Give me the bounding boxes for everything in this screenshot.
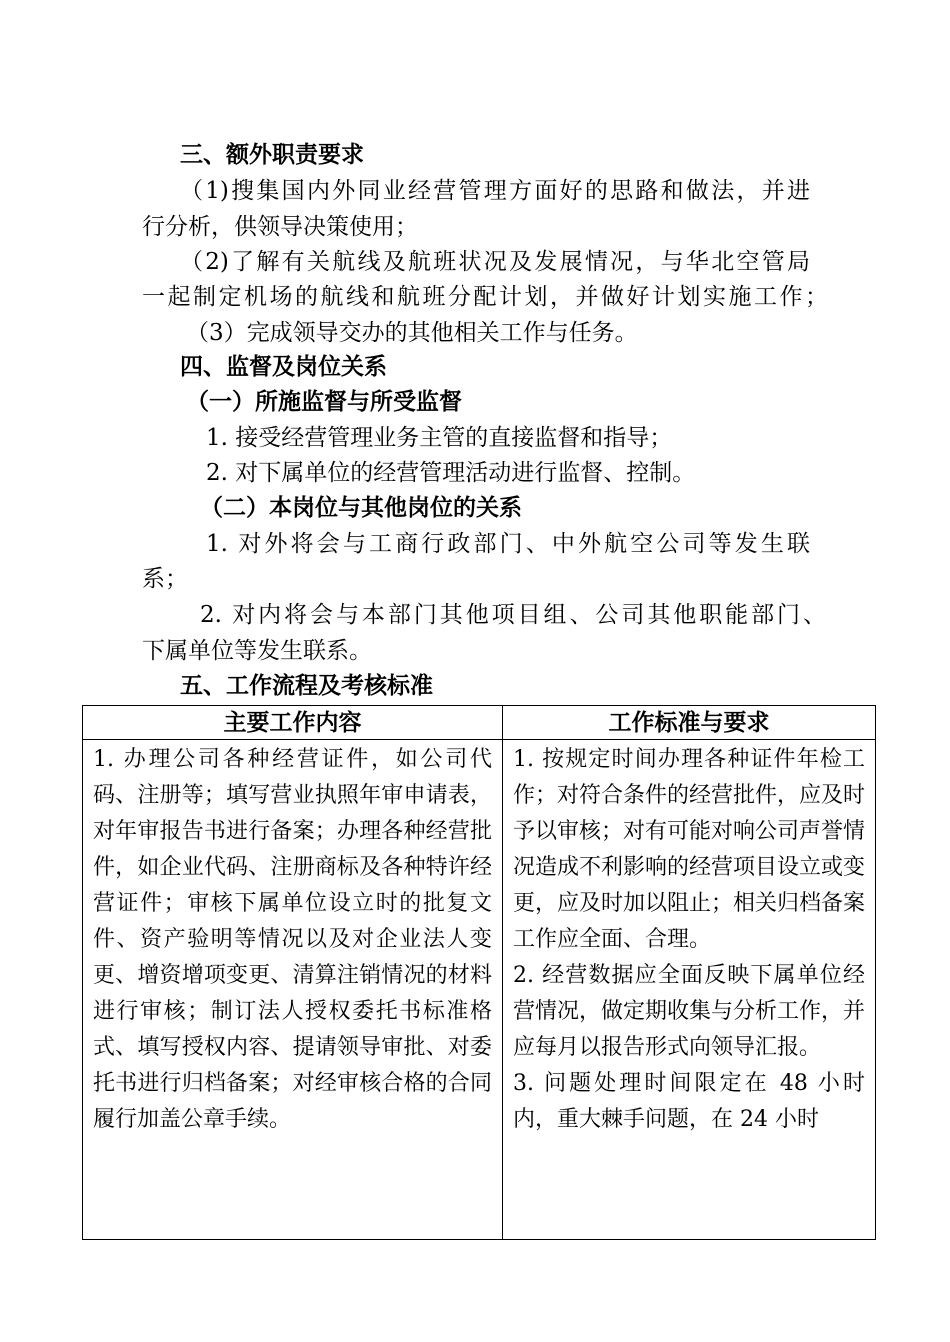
section-4-sub-2-item-1-line-2: 系； [142,566,188,592]
table-header-main-work: 主要工作内容 [83,706,503,740]
main-work-text: 1. 办理公司各种经营证件，如公司代码、注册等；填写营业执照年审申请表，对年审报告书进行备案；办理各种经营批件，如企业代码、注册商标及各种特许经营证件；审核下属单位设立时的批复文件、资产验明等情况以及对企业法人变更、增资增项变更、清算注销情况的材料进行审核；制订法人授权委托书标准格式、填写授权内容、提请领导审批、对委托书进行归档备案；对经审核合格的合同履行加盖公章手续。 [93,747,492,1132]
section-4-sub-2-item-1-line-1: 1. 对外将会与工商行政部门、中外航空公司等发生联 [206,531,810,557]
section-5-heading: 五、工作流程及考核标准 [180,672,433,699]
section-3-item-2-line-1: （2)了解有关航线及航班状况及发展情况，与华北空管局 [180,249,810,275]
section-3-heading: 三、额外职责要求 [180,141,364,168]
section-4-sub-2-item-2-line-2: 下属单位等发生联系。 [142,638,372,664]
standards-item-2: 2. 经营数据应全面反映下属单位经营情况，做定期收集与分析工作，并应每月以报告形式向领导汇报。 [513,963,866,1060]
table-cell-standards [503,740,876,1240]
section-4-heading: 四、监督及岗位关系 [180,353,387,380]
section-4-sub-2-heading: （二）本岗位与其他岗位的关系 [200,494,522,521]
section-3-item-2-line-2: 一起制定机场的航线和航班分配计划，并做好计划实施工作； [142,284,828,310]
table-header-standards: 工作标准与要求 [503,706,876,740]
table-header-row [83,706,876,740]
table-row [83,740,876,1240]
section-3-item-3: （3）完成领导交办的其他相关工作与任务。 [186,320,638,346]
section-4-sub-1-item-2: 2. 对下属单位的经营管理活动进行监督、控制。 [206,460,696,486]
section-3-item-1-line-1: （1)搜集国内外同业经营管理方面好的思路和做法，并进 [180,178,810,204]
section-4-sub-1-heading: （一）所施监督与所受监督 [186,388,462,415]
work-standards-table [82,705,876,1240]
table-cell-main-work [83,740,503,1240]
section-4-sub-1-item-1: 1. 接受经营管理业务主管的直接监督和指导； [206,425,673,451]
standards-item-3: 3. 问题处理时间限定在 48 小时内，重大棘手问题，在 24 小时 [513,1071,865,1132]
section-4-sub-2-item-2-line-1: 2. 对内将会与本部门其他项目组、公司其他职能部门、 [200,602,826,628]
standards-item-1: 1. 按规定时间办理各种证件年检工作；对符合条件的经营批件，应及时予以审核；对有可能对响公司声誉情况造成不利影响的经营项目设立或变更，应及时加以阻止；相关归档备案工作应全面、合理。 [513,747,866,952]
section-3-item-1-line-2: 行分析，供领导决策使用； [142,214,418,240]
